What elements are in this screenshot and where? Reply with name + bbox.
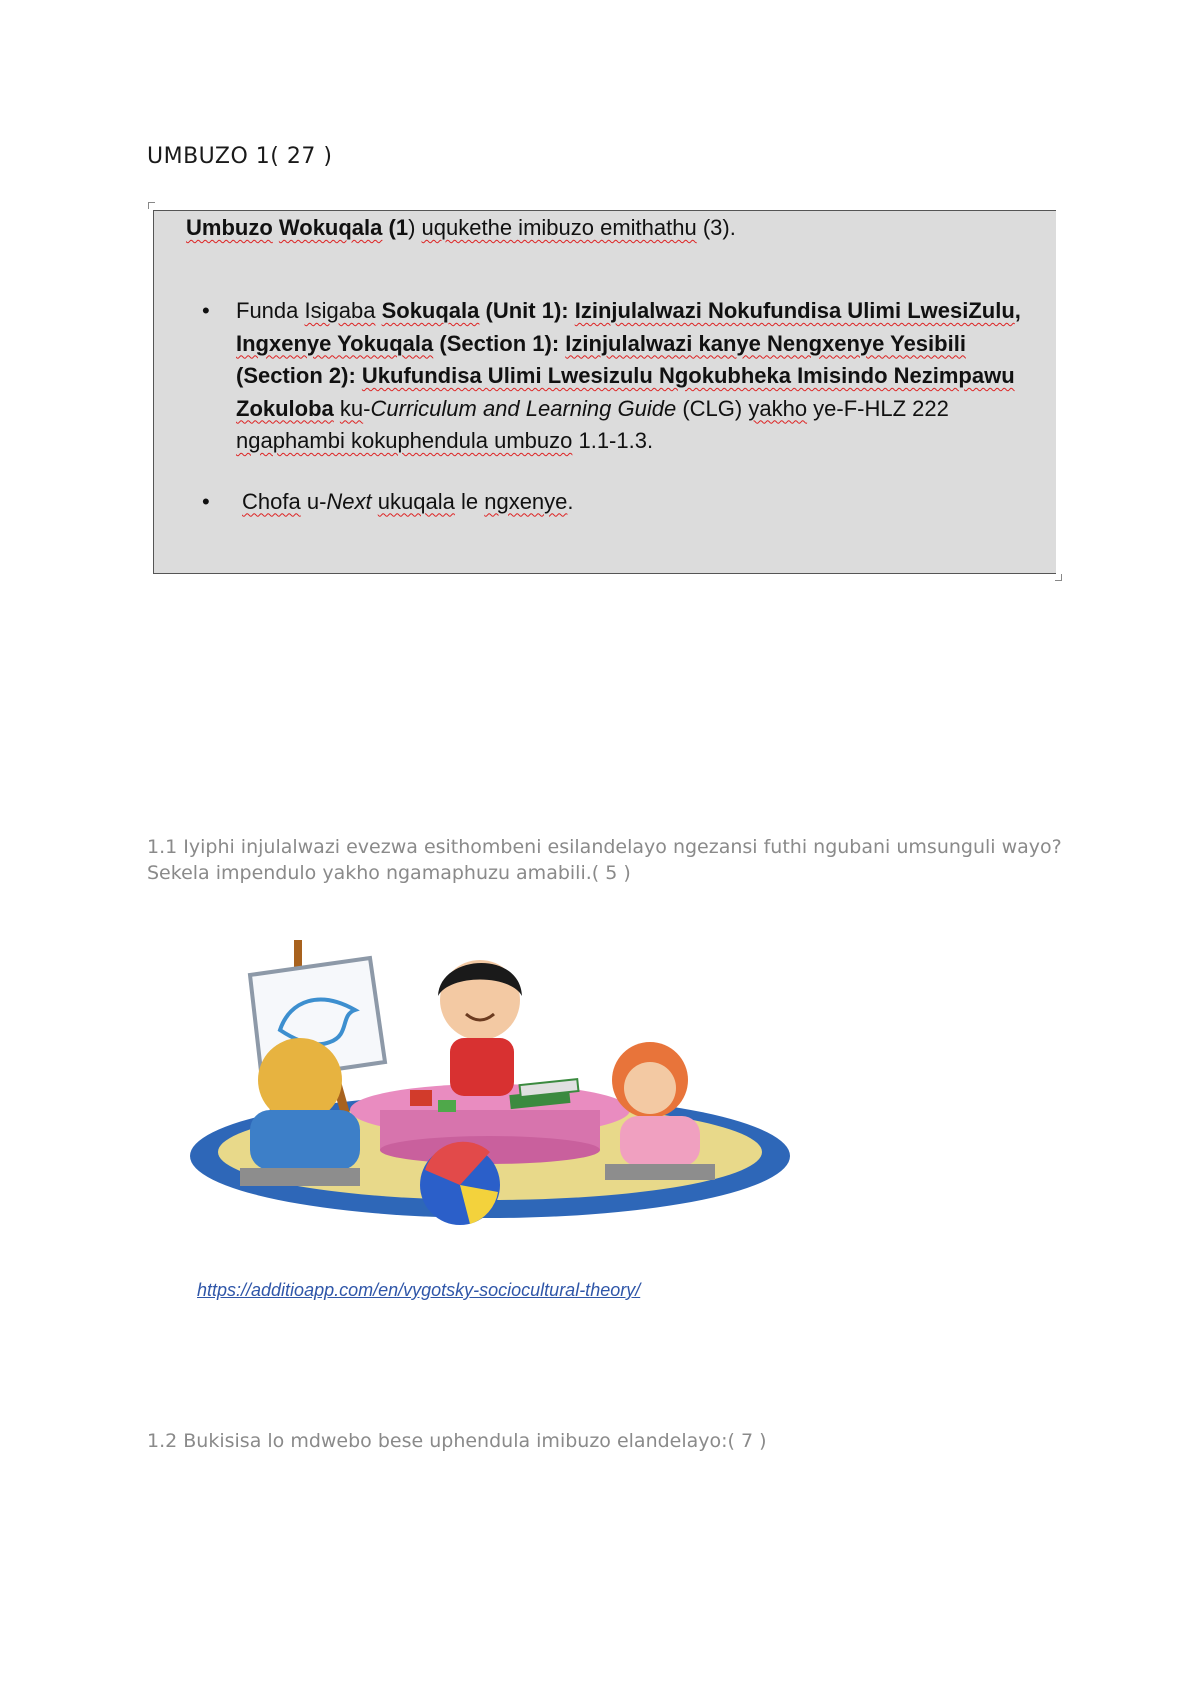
text-run: Izinjulalwazi kanye Nengxenye Yesibili bbox=[565, 330, 966, 356]
child-center-icon bbox=[438, 960, 522, 1096]
text-run: (1 bbox=[382, 215, 409, 240]
text-run: Next bbox=[326, 488, 372, 514]
text-run: Chofa bbox=[242, 488, 301, 514]
text-run: Sokuqala bbox=[381, 298, 480, 323]
text-run: (Unit 1): bbox=[479, 298, 575, 323]
question-1-2: 1.2 Bukisisa lo mdwebo bese uphendula imibuzo elandelayo:( 7 ) bbox=[147, 1430, 767, 1452]
bullet-dot: • bbox=[202, 298, 210, 323]
text-run: ukuqala bbox=[377, 488, 455, 514]
text-run: - bbox=[363, 395, 371, 421]
table-corner-mark bbox=[148, 202, 155, 209]
text-run: ngxenye bbox=[484, 488, 568, 514]
text-run: Curriculum and Learning Guide bbox=[370, 395, 677, 421]
instruction-text bbox=[242, 489, 574, 514]
text-run: uqukethe imibuzo emithathu bbox=[421, 215, 697, 240]
text-run: u- bbox=[300, 488, 327, 514]
text-run: Wokuqala bbox=[278, 215, 383, 240]
text-run: ye-F-HLZ 222 bbox=[807, 395, 949, 421]
text-run: , bbox=[1014, 298, 1021, 323]
bullet-dot: • bbox=[202, 488, 210, 514]
instructions-box bbox=[153, 210, 1056, 574]
instruction-bullet-read bbox=[202, 295, 1032, 458]
instruction-bullet-next bbox=[202, 486, 1032, 519]
text-run: Funda bbox=[236, 298, 305, 323]
instructions-list bbox=[202, 295, 1032, 518]
text-run: (CLG) bbox=[676, 395, 749, 421]
text-run: Ukufundisa Ulimi Lwesizulu Ngokubheka Imisindo Nezimpawu Zokuloba bbox=[236, 363, 1015, 421]
text-run: yakho bbox=[748, 395, 808, 421]
source-link[interactable]: https://additioapp.com/en/vygotsky-sociocultural-theory/ bbox=[197, 1280, 641, 1300]
table-corner-mark bbox=[1055, 574, 1062, 581]
text-run: (3). bbox=[696, 215, 736, 240]
text-run: ku bbox=[339, 395, 364, 421]
question-1-1: 1.1 Iyiphi injulalwazi evezwa esithombeni esilandelayo ngezansi futhi ngubani umsunguli wayo? Sekela impendulo yakho ngamaphuzu amabili.( 5 ) bbox=[147, 836, 1062, 884]
text-run: le bbox=[454, 488, 485, 514]
text-run: Ingxenye Yokuqala bbox=[236, 330, 434, 356]
text-run: ) bbox=[408, 215, 422, 240]
text-run: 1.1-1.3. bbox=[572, 428, 654, 453]
question-heading: UMBUZO 1( 27 ) bbox=[147, 144, 333, 169]
text-run: ngaphambi kokuphendula umbuzo bbox=[236, 428, 573, 453]
text-run: Umbuzo bbox=[186, 215, 273, 240]
text-run: . bbox=[567, 488, 574, 514]
instruction-text bbox=[236, 298, 1021, 453]
text-run: Isigaba bbox=[304, 298, 376, 323]
text-run: Izinjulalwazi Nokufundisa Ulimi LwesiZulu bbox=[574, 298, 1015, 323]
text-run: (Section 1): bbox=[433, 330, 566, 356]
instructions-title bbox=[186, 213, 736, 243]
text-run: (Section 2): bbox=[236, 363, 362, 388]
children-learning-illustration bbox=[180, 930, 800, 1230]
